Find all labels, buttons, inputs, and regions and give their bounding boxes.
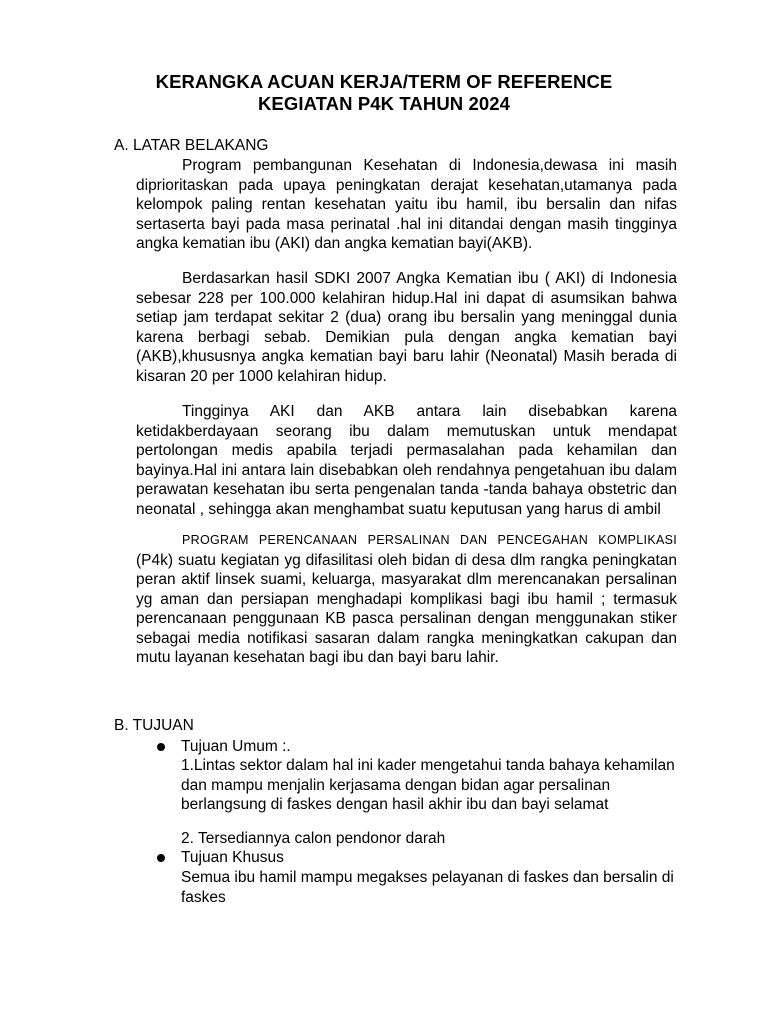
tujuan-khusus-text: Semua ibu hamil mampu megakses pelayanan di faskes dan bersalin di faskes <box>181 869 674 906</box>
bullet-icon <box>157 854 165 862</box>
section-a-paragraph-4 <box>136 530 677 668</box>
section-a-paragraph-1: Program pembangunan Kesehatan di Indonesia,dewasa ini masih diprioritaskan pada upaya peningkatan derajat kesehatan,utamanya pada kelompok paling rentan kesehatan yaitu ibu hamil, ibu bersalin dan nifas sertaserta bayi pada masa perinatal .hal ini ditandai dengan masih tingginya angka kematian ibu (AKI) dan angka kematian bayi(AKB). <box>136 157 677 252</box>
document-title-line-1: KERANGKA ACUAN KERJA/TERM OF REFERENCE <box>155 71 613 92</box>
section-b-heading: B. TUJUAN <box>114 717 194 734</box>
document-title-line-2: KEGIATAN P4K TAHUN 2024 <box>257 93 511 114</box>
bullet-tujuan-umum: Tujuan Umum :. <box>181 738 291 755</box>
section-a-paragraph-4-text: (P4k) suatu kegiatan yg difasilitasi oleh bidan di desa dlm rangka peningkatan peran aktif linsek suami, keluarga, masyarakat dlm merencanakan persalinan yg aman dan persiapan menghadapi komplikasi bagi ibu hamil ; termasuk perencanaan penggunaan KB pasca persalinan dengan menggunakan stiker sebagai media notifikasi sasaran dalam rangka meningkatkan cakupan dan mutu layanan kesehatan bagi ibu dan bayi baru lahir. <box>136 551 677 666</box>
bullet-icon <box>157 743 165 751</box>
tujuan-umum-point-1: 1.Lintas sektor dalam hal ini kader mengetahui tanda bahaya kehamilan dan mampu menjalin kerjasama dengan bidan agar persalinan berlangsung di faskes dengan hasil akhir ibu dan bayi selamat <box>181 757 675 813</box>
section-a-paragraph-2: Berdasarkan hasil SDKI 2007 Angka Kematian ibu ( AKI) di Indonesia sebesar 228 per 100.000 kelahiran hidup.Hal ini dapat di asumsikan bahwa setiap jam terdapat sekitar 2 (dua) orang ibu bersalin yang meninggal dunia karena berbagi sebab. Demikian pula dengan angka kematian bayi (AKB),khususnya angka kematian bayi baru lahir (Neonatal) Masih berada di kisaran 20 per 1000 kelahiran hidup. <box>136 270 677 385</box>
bullet-tujuan-khusus: Tujuan Khusus <box>181 849 284 866</box>
section-a-heading: A. LATAR BELAKANG <box>114 137 269 154</box>
tujuan-umum-point-2: 2. Tersediannya calon pendonor darah <box>181 830 446 847</box>
section-a-paragraph-3: Tingginya AKI dan AKB antara lain disebabkan karena ketidakberdayaan seorang ibu dalam memutuskan untuk mendapat pertolongan medis apabila terjadi permasalahan pada kehamilan dan bayinya.Hal ini antara lain disebabkan oleh rendahnya pengetahuan ibu dalam perawatan kesehatan ibu serta pengenalan tanda -tanda bahaya obstetric dan neonatal , sehingga akan menghambat suatu keputusan yang harus di ambil <box>136 403 677 518</box>
program-name-caps: PROGRAM PERENCANAAN PERSALINAN DAN PENCEGAHAN KOMPLIKASI <box>182 533 677 547</box>
